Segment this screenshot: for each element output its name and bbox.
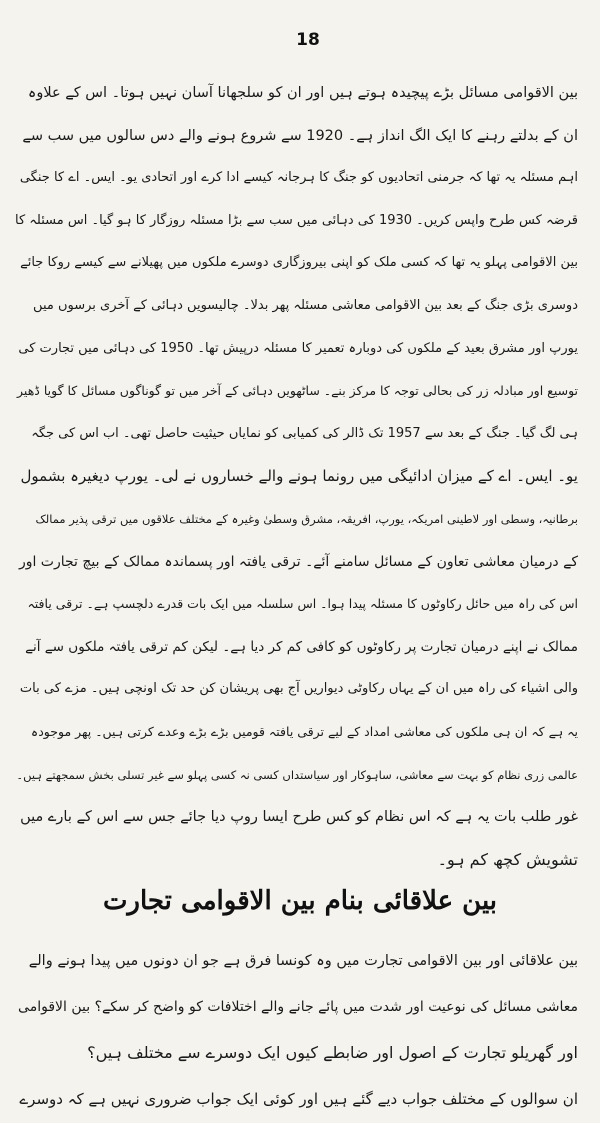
text-line: یہ ہے کہ ان ہی ملکوں کی معاشی امداد کے لیے ترقی یافتہ قومیں بڑے بڑے وعدے کرتی ہیں۔ پھر موجودہ: [30, 723, 578, 739]
text-line: ممالک نے اپنے درمیان تجارت پر رکاوٹوں کو کافی کم کر دیا ہے۔ لیکن کم ترقی یافتہ ملکوں سے آنے: [25, 638, 578, 655]
text-line: ہی لگ گیا۔ جنگ کے بعد سے 1957 تک ڈالر کی کمیابی کو نمایاں حیثیت حاصل تھی۔ اب اس کی جگہ: [31, 425, 578, 441]
text-line: معاشی مسائل کی نوعیت اور شدت میں پائے جانے والے اختلافات کو واضح کر سکے؟ بین الاقوامی: [18, 999, 578, 1015]
paragraph-section: [14, 938, 578, 1122]
text-line: اور گھریلو تجارت کے اصول اور ضابطے کیوں ایک دوسرے سے مختلف ہیں؟: [87, 1043, 578, 1062]
paragraph-intro: [14, 72, 578, 881]
text-line: ان کے بدلتے رہنے کا ایک الگ انداز ہے۔ 1920 سے شروع ہونے والے دس سالوں میں سب سے: [22, 127, 578, 144]
text-line: یورپ اور مشرق بعید کے ملکوں کی دوبارہ تعمیر کا مسئلہ درپیش تھا۔ 1950 کی دہائی میں تجارت کی: [18, 340, 578, 356]
text-line: عالمی زری نظام کو بہت سے معاشی، ساہوکار اور سیاستداں کسی نہ کسی پہلو سے غیر تسلی بخش سمجھتے ہیں۔: [16, 767, 578, 782]
text-line: ان سوالوں کے مختلف جواب دیے گئے ہیں اور کوئی ایک جواب ضروری نہیں ہے کہ دوسرے: [19, 1090, 578, 1108]
text-line: والی اشیاء کی راہ میں ان کے یہاں رکاوٹی دیواریں آج بھی پریشان کن حد تک اونچی ہیں۔ مزے کی بات: [19, 681, 578, 697]
text-line: یو۔ ایس۔ اے کے میزان ادائیگی میں رونما ہونے والے خساروں نے لی۔ یورپ دیغیرہ بشمول: [20, 467, 578, 486]
page-number: 18: [296, 30, 320, 50]
section-heading: بین علاقائی بنام بین الاقوامی تجارت: [102, 886, 498, 916]
text-line: برطانیہ، وسطی اور لاطینی امریکہ، یورپ، افریقہ، مشرق وسطیٰ وغیرہ کے مختلف علاقوں میں ترقی پذیر ممالک: [35, 511, 578, 526]
text-line: بین الاقوامی پہلو یہ تھا کہ کسی ملک کو اپنی بیروزگاری دوسرے ملکوں میں پھیلانے سے کیسے روکا جائے: [20, 255, 578, 271]
text-line: اس کی راہ میں حائل رکاوٹوں کا مسئلہ پیدا ہوا۔ اس سلسلہ میں ایک بات قدرے دلچسپ ہے۔ ترقی یافتہ: [27, 596, 578, 612]
text-line: اہم مسئلہ یہ تھا کہ جرمنی اتحادیوں کو جنگ کا ہرجانہ کیسے ادا کرے اور اتحادی یو۔ ایس۔ اے کا جنگی: [19, 170, 578, 186]
text-line: تشویش کچھ کم ہو۔: [437, 849, 578, 869]
text-line: بین علاقائی اور بین الاقوامی تجارت میں وہ کونسا فرق ہے جو ان دونوں میں پیدا ہونے والے: [28, 953, 578, 969]
text-line: بین الاقوامی مسائل بڑے پیچیدہ ہوتے ہیں اور ان کو سلجھانا آسان نہیں ہوتا۔ اس کے علاوہ: [27, 85, 578, 101]
text-line: توسیع اور مبادلہ زر کی بحالی توجہ کا مرکز بنے۔ ساٹھویں دہائی کے آخر میں تو گوناگوں مسائل کا گویا ڈھیر: [17, 383, 578, 399]
text-line: دوسری بڑی جنگ کے بعد بین الاقوامی معاشی مسئلہ پھر بدلا۔ چالیسویں دہائی کے آخری برسوں میں: [33, 297, 578, 313]
text-line: قرضہ کس طرح واپس کریں۔ 1930 کی دہائی میں سب سے بڑا مسئلہ روزگار کا ہو گیا۔ اس مسئلہ کا: [15, 212, 578, 228]
text-line: کے درمیان معاشی تعاون کے مسائل سامنے آئے۔ ترقی یافتہ اور پسماندہ ممالک کے بیچ تجارت اور: [18, 553, 578, 570]
text-line: غور طلب بات یہ ہے کہ اس نظام کو کس طرح ایسا روپ دیا جائے جس سے اس کے بارے میں: [20, 809, 578, 826]
